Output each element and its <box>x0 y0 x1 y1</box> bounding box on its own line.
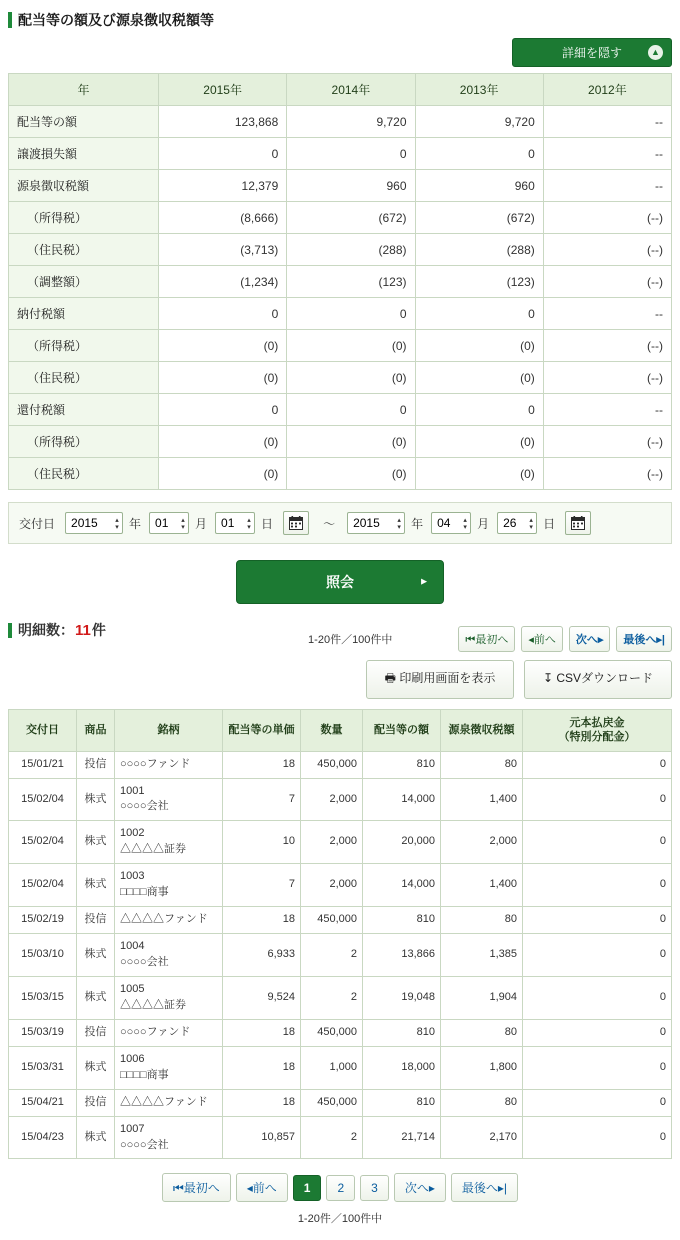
pager-first-top[interactable]: ⏮最初へ <box>458 626 515 652</box>
issue-line1: 1005 <box>120 982 145 995</box>
printer-icon: 🖶 <box>384 671 396 685</box>
cell-quantity: 2 <box>301 1116 363 1159</box>
table-row <box>9 907 672 934</box>
cell-unit-price: 9,524 <box>223 976 301 1019</box>
summary-cell: 0 <box>415 394 543 426</box>
cell-issue <box>115 934 223 977</box>
hide-detail-label: 詳細を隠す <box>561 46 622 60</box>
summary-cell: (672) <box>287 202 415 234</box>
cell-dividend: 810 <box>363 1089 441 1116</box>
cell-withholding: 1,904 <box>441 976 523 1019</box>
cell-dividend: 20,000 <box>363 821 441 864</box>
summary-cell: 960 <box>287 170 415 202</box>
table-row <box>9 864 672 907</box>
cell-issue <box>115 907 223 934</box>
pager-prev-top[interactable]: ◂前へ <box>521 626 563 652</box>
cell-quantity: 450,000 <box>301 751 363 778</box>
summary-cell: 123,868 <box>159 106 287 138</box>
detail-col-refund-line1: 元本払戻金 <box>569 717 625 729</box>
pager-range-top: 1-20件／100件中 <box>308 634 393 646</box>
issue-line2: □□□□商事 <box>120 886 169 899</box>
search-button-row <box>8 544 672 618</box>
summary-row-label: （住民税） <box>9 458 159 490</box>
cell-unit-price: 10,857 <box>223 1116 301 1159</box>
print-view-label: 印刷用画面を表示 <box>399 671 496 685</box>
table-row <box>9 934 672 977</box>
summary-cell: (0) <box>415 458 543 490</box>
from-month-wrap <box>149 512 189 534</box>
to-month-unit: 月 <box>477 516 490 531</box>
cell-quantity: 2,000 <box>301 778 363 821</box>
detail-col-refund-line2: （特別分配金） <box>558 731 636 744</box>
summary-cell: -- <box>543 170 671 202</box>
summary-row-label: （所得税） <box>9 202 159 234</box>
detail-body <box>9 751 672 1159</box>
summary-cell: (0) <box>287 426 415 458</box>
summary-cell: -- <box>543 138 671 170</box>
cell-issue <box>115 751 223 778</box>
cell-unit-price: 7 <box>223 778 301 821</box>
summary-cell: (0) <box>159 426 287 458</box>
detail-table <box>8 709 672 1159</box>
pager-last-top[interactable]: 最後へ▸| <box>616 626 672 652</box>
cell-withholding: 1,385 <box>441 934 523 977</box>
summary-row-label: （住民税） <box>9 362 159 394</box>
issue-line1: 1003 <box>120 870 145 883</box>
pager-first-bottom[interactable]: ⏮最初へ <box>162 1173 231 1202</box>
detail-col-refund <box>523 710 672 752</box>
cell-issue <box>115 821 223 864</box>
cell-date: 15/02/04 <box>9 864 77 907</box>
cell-withholding: 2,170 <box>441 1116 523 1159</box>
summary-cell: (0) <box>159 458 287 490</box>
detail-header-row <box>9 710 672 752</box>
issue-line1: 1006 <box>120 1052 145 1065</box>
cell-refund: 0 <box>523 1116 672 1159</box>
summary-cell: 12,379 <box>159 170 287 202</box>
summary-cell: (123) <box>287 266 415 298</box>
table-row <box>9 821 672 864</box>
summary-col-2015: 2015年 <box>159 74 287 106</box>
summary-cell: 0 <box>287 298 415 330</box>
summary-cell: (0) <box>159 330 287 362</box>
from-day-unit: 日 <box>261 516 274 531</box>
date-range-separator: ～ <box>323 516 336 531</box>
cell-date: 15/04/23 <box>9 1116 77 1159</box>
summary-row <box>9 234 672 266</box>
summary-cell: (0) <box>287 330 415 362</box>
summary-row <box>9 138 672 170</box>
cell-issue <box>115 1089 223 1116</box>
cell-quantity: 2,000 <box>301 821 363 864</box>
cell-quantity: 2 <box>301 934 363 977</box>
cell-quantity: 2 <box>301 976 363 1019</box>
summary-cell: (--) <box>543 266 671 298</box>
cell-withholding: 80 <box>441 907 523 934</box>
cell-unit-price: 18 <box>223 1019 301 1046</box>
summary-row <box>9 426 672 458</box>
csv-download-label: CSVダウンロード <box>556 671 654 685</box>
pager-next-bottom[interactable]: 次へ▸ <box>394 1173 446 1202</box>
cell-unit-price: 18 <box>223 1046 301 1089</box>
search-button-label: 照会 <box>326 574 354 590</box>
arrow-right-icon: ► <box>419 576 429 588</box>
cell-product: 株式 <box>77 976 115 1019</box>
pager-footnote: 1-20件／100件中 <box>297 1213 383 1226</box>
cell-issue <box>115 1116 223 1159</box>
cell-unit-price: 6,933 <box>223 934 301 977</box>
issue-line1: 1004 <box>120 940 145 953</box>
summary-row-label: （所得税） <box>9 330 159 362</box>
summary-cell: 0 <box>159 394 287 426</box>
pager-last-bottom[interactable]: 最後へ▸| <box>451 1173 518 1202</box>
cell-withholding: 1,400 <box>441 864 523 907</box>
issue-line2: △△△△証券 <box>120 843 186 856</box>
count-value: 11 <box>75 621 91 639</box>
issue-line1: 1001 <box>120 784 145 797</box>
cell-dividend: 19,048 <box>363 976 441 1019</box>
summary-cell: -- <box>543 106 671 138</box>
cell-issue <box>115 976 223 1019</box>
summary-table <box>8 73 672 490</box>
summary-col-2013: 2013年 <box>415 74 543 106</box>
cell-date: 15/02/04 <box>9 821 77 864</box>
from-month-unit: 月 <box>195 516 208 531</box>
cell-refund: 0 <box>523 864 672 907</box>
table-row <box>9 1089 672 1116</box>
summary-cell: (672) <box>415 202 543 234</box>
cell-refund: 0 <box>523 907 672 934</box>
summary-cell: (288) <box>287 234 415 266</box>
summary-row <box>9 106 672 138</box>
cell-dividend: 14,000 <box>363 864 441 907</box>
cell-issue <box>115 1046 223 1089</box>
pager-next-top[interactable]: 次へ▸ <box>569 626 611 652</box>
summary-cell: 0 <box>159 138 287 170</box>
hide-detail-row <box>8 38 672 67</box>
cell-product: 株式 <box>77 1046 115 1089</box>
date-filter-bar <box>8 502 672 544</box>
cell-product: 株式 <box>77 1116 115 1159</box>
summary-row <box>9 170 672 202</box>
cell-quantity: 1,000 <box>301 1046 363 1089</box>
summary-row <box>9 362 672 394</box>
pager-page-3[interactable]: 3 <box>360 1175 389 1201</box>
cell-withholding: 80 <box>441 1019 523 1046</box>
table-row <box>9 778 672 821</box>
summary-cell: (8,666) <box>159 202 287 234</box>
cell-unit-price: 10 <box>223 821 301 864</box>
title-accent-bar <box>8 12 12 28</box>
detail-col-date: 交付日 <box>9 710 77 752</box>
cell-quantity: 450,000 <box>301 1019 363 1046</box>
cell-product: 株式 <box>77 778 115 821</box>
cell-withholding: 1,800 <box>441 1046 523 1089</box>
count-unit: 件 <box>91 622 106 638</box>
summary-row <box>9 458 672 490</box>
action-buttons <box>8 660 672 699</box>
from-calendar-icon[interactable] <box>283 511 309 535</box>
pager-prev-bottom[interactable]: ◂前へ <box>236 1173 288 1202</box>
detail-col-dividend: 配当等の額 <box>363 710 441 752</box>
table-row <box>9 1116 672 1159</box>
summary-cell: 0 <box>287 138 415 170</box>
summary-row-label: （住民税） <box>9 234 159 266</box>
from-day-wrap <box>215 512 255 534</box>
cell-quantity: 450,000 <box>301 907 363 934</box>
pager-page-2[interactable]: 2 <box>326 1175 355 1201</box>
from-year-wrap <box>65 512 123 534</box>
summary-row-label: （所得税） <box>9 426 159 458</box>
to-day-unit: 日 <box>543 516 556 531</box>
to-month-select[interactable] <box>431 512 471 534</box>
cell-product: 投信 <box>77 1019 115 1046</box>
cell-date: 15/03/10 <box>9 934 77 977</box>
to-year-select[interactable] <box>347 512 405 534</box>
from-month-select[interactable] <box>149 512 189 534</box>
issue-line1: ○○○○ファンド <box>120 1025 191 1038</box>
detail-col-unit-price: 配当等の単価 <box>223 710 301 752</box>
detail-col-product: 商品 <box>77 710 115 752</box>
summary-cell: 9,720 <box>415 106 543 138</box>
cell-refund: 0 <box>523 1046 672 1089</box>
issue-line1: △△△△ファンド <box>120 913 208 926</box>
page-title-text: 配当等の額及び源泉徴収税額等 <box>18 12 214 28</box>
hide-detail-button[interactable] <box>512 38 672 67</box>
summary-cell: (0) <box>415 426 543 458</box>
summary-cell: (1,234) <box>159 266 287 298</box>
from-day-select[interactable] <box>215 512 255 534</box>
to-day-select[interactable] <box>497 512 537 534</box>
cell-product: 投信 <box>77 907 115 934</box>
page-title <box>8 0 672 38</box>
summary-cell: (0) <box>287 362 415 394</box>
cell-date: 15/02/04 <box>9 778 77 821</box>
cell-refund: 0 <box>523 778 672 821</box>
cell-refund: 0 <box>523 1089 672 1116</box>
cell-issue <box>115 778 223 821</box>
cell-refund: 0 <box>523 1019 672 1046</box>
to-year-wrap <box>347 512 405 534</box>
from-year-select[interactable] <box>65 512 123 534</box>
cell-quantity: 450,000 <box>301 1089 363 1116</box>
detail-col-issue: 銘柄 <box>115 710 223 752</box>
summary-row <box>9 298 672 330</box>
pager-bottom <box>8 1159 672 1210</box>
cell-refund: 0 <box>523 934 672 977</box>
cell-date: 15/01/21 <box>9 751 77 778</box>
summary-row-label: （調整額） <box>9 266 159 298</box>
cell-product: 株式 <box>77 821 115 864</box>
issue-line1: △△△△ファンド <box>120 1095 208 1108</box>
to-calendar-icon[interactable] <box>565 511 591 535</box>
count-accent-bar <box>8 623 12 638</box>
summary-cell: -- <box>543 298 671 330</box>
summary-cell: 0 <box>159 298 287 330</box>
summary-cell: (123) <box>415 266 543 298</box>
cell-issue <box>115 1019 223 1046</box>
cell-unit-price: 18 <box>223 1089 301 1116</box>
cell-dividend: 810 <box>363 751 441 778</box>
summary-cell: (--) <box>543 426 671 458</box>
summary-cell: 0 <box>287 394 415 426</box>
detail-col-quantity: 数量 <box>301 710 363 752</box>
summary-cell: (288) <box>415 234 543 266</box>
issue-line2: ○○○○会社 <box>120 800 169 813</box>
issue-line2: ○○○○会社 <box>120 1138 169 1151</box>
summary-cell: (0) <box>415 330 543 362</box>
cell-date: 15/04/21 <box>9 1089 77 1116</box>
issue-line1: 1007 <box>120 1122 145 1135</box>
summary-col-2014: 2014年 <box>287 74 415 106</box>
issue-line2: △△△△証券 <box>120 998 186 1011</box>
cell-unit-price: 7 <box>223 864 301 907</box>
cell-date: 15/03/31 <box>9 1046 77 1089</box>
cell-quantity: 2,000 <box>301 864 363 907</box>
cell-dividend: 21,714 <box>363 1116 441 1159</box>
summary-cell: 0 <box>415 138 543 170</box>
to-year-unit: 年 <box>411 516 424 531</box>
summary-row-label: 還付税額 <box>9 394 159 426</box>
cell-product: 株式 <box>77 934 115 977</box>
cell-issue <box>115 864 223 907</box>
issue-line1: ○○○○ファンド <box>120 757 191 770</box>
cell-date: 15/02/19 <box>9 907 77 934</box>
table-row <box>9 1046 672 1089</box>
summary-cell: (--) <box>543 202 671 234</box>
summary-row <box>9 330 672 362</box>
summary-col-year: 年 <box>9 74 159 106</box>
summary-row-label: 納付税額 <box>9 298 159 330</box>
cell-withholding: 2,000 <box>441 821 523 864</box>
summary-cell: (--) <box>543 234 671 266</box>
cell-withholding: 1,400 <box>441 778 523 821</box>
summary-cell: (0) <box>287 458 415 490</box>
cell-unit-price: 18 <box>223 907 301 934</box>
table-row <box>9 976 672 1019</box>
cell-date: 15/03/15 <box>9 976 77 1019</box>
pager-page-1[interactable]: 1 <box>293 1175 322 1201</box>
from-year-unit: 年 <box>129 516 142 531</box>
cell-date: 15/03/19 <box>9 1019 77 1046</box>
issue-line2: ○○○○会社 <box>120 956 169 969</box>
table-row <box>9 751 672 778</box>
cell-refund: 0 <box>523 976 672 1019</box>
summary-cell: -- <box>543 394 671 426</box>
pager-top <box>8 626 672 652</box>
summary-cell: (0) <box>415 362 543 394</box>
cell-refund: 0 <box>523 821 672 864</box>
print-view-button[interactable] <box>366 660 514 699</box>
filter-label: 交付日 <box>19 516 56 531</box>
summary-row-label: 配当等の額 <box>9 106 159 138</box>
cell-dividend: 810 <box>363 907 441 934</box>
cell-withholding: 80 <box>441 1089 523 1116</box>
cell-refund: 0 <box>523 751 672 778</box>
download-icon: ↧ <box>542 671 554 685</box>
table-row <box>9 1019 672 1046</box>
cell-product: 株式 <box>77 864 115 907</box>
cell-product: 投信 <box>77 751 115 778</box>
issue-line1: 1002 <box>120 827 145 840</box>
summary-cell: (0) <box>159 362 287 394</box>
detail-col-withholding: 源泉徴収税額 <box>441 710 523 752</box>
cell-dividend: 810 <box>363 1019 441 1046</box>
summary-col-2012: 2012年 <box>543 74 671 106</box>
cell-product: 投信 <box>77 1089 115 1116</box>
summary-cell: 960 <box>415 170 543 202</box>
summary-row <box>9 394 672 426</box>
summary-row-label: 譲渡損失額 <box>9 138 159 170</box>
cell-dividend: 18,000 <box>363 1046 441 1089</box>
cell-dividend: 14,000 <box>363 778 441 821</box>
summary-header-row <box>9 74 672 106</box>
summary-cell: (--) <box>543 362 671 394</box>
summary-row-label: 源泉徴収税額 <box>9 170 159 202</box>
chevron-up-icon: ▲ <box>648 45 663 60</box>
to-month-wrap <box>431 512 471 534</box>
to-day-wrap <box>497 512 537 534</box>
summary-cell: (--) <box>543 330 671 362</box>
summary-cell: 0 <box>415 298 543 330</box>
summary-cell: (--) <box>543 458 671 490</box>
summary-cell: 9,720 <box>287 106 415 138</box>
count-label: 明細数： <box>18 622 74 638</box>
cell-dividend: 13,866 <box>363 934 441 977</box>
summary-row <box>9 266 672 298</box>
summary-body <box>9 106 672 490</box>
search-button[interactable] <box>236 560 444 604</box>
csv-download-button[interactable] <box>524 660 672 699</box>
cell-unit-price: 18 <box>223 751 301 778</box>
issue-line2: □□□□商事 <box>120 1068 169 1081</box>
summary-cell: (3,713) <box>159 234 287 266</box>
summary-row <box>9 202 672 234</box>
cell-withholding: 80 <box>441 751 523 778</box>
